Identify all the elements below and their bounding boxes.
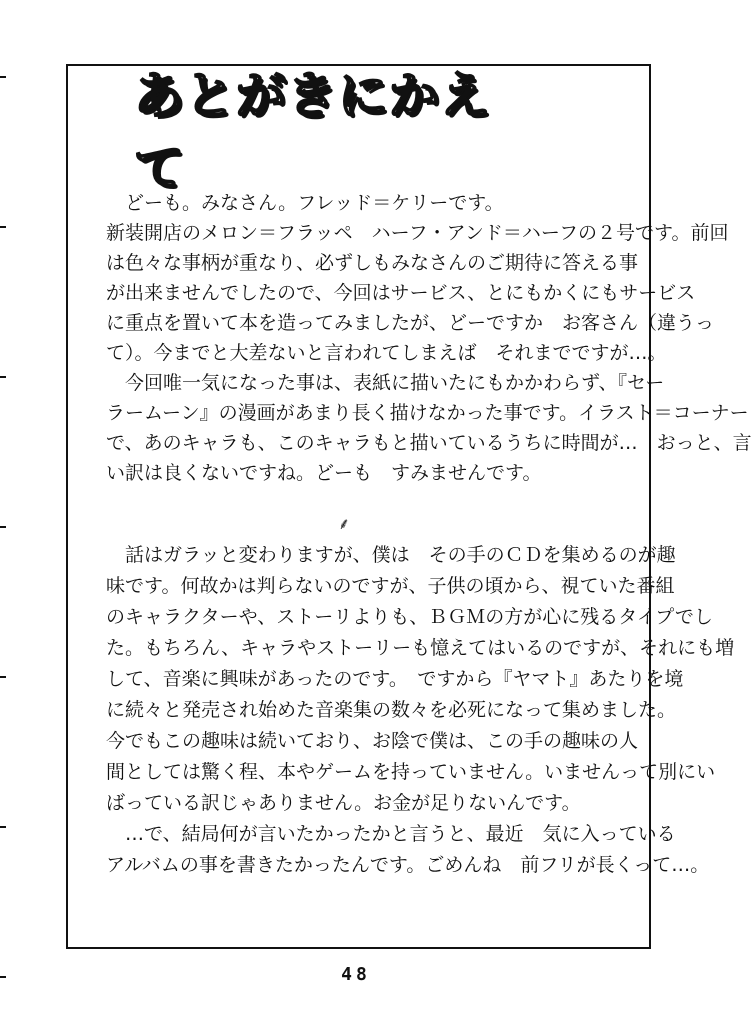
text-line: アルバムの事を書きたかったんです。ごめんね 前フリが長くって…。 — [106, 854, 710, 876]
paragraph-2 — [106, 540, 735, 881]
page-number: 48 — [341, 964, 371, 985]
text-line: で、あのキャラも、このキャラもと描いているうちに時間が… おっと、言 — [106, 432, 752, 454]
text-line: どーも。みなさん。フレッド＝ケリーです。 — [106, 192, 504, 214]
text-line: て）。今までと大差ないと言われてしまえば それまでですが…。 — [106, 342, 667, 364]
text-line: …で、結局何が言いたかったかと言うと、最近 気に入っている — [106, 823, 676, 845]
text-line: ばっている訳じゃありません。お金が足りないんです。 — [106, 792, 581, 814]
text-line: 新装開店のメロン＝フラッペ ハーフ・アンド＝ハーフの２号です。前回 — [106, 222, 729, 244]
margin-mark — [0, 976, 6, 978]
text-line: 味です。何故かは判らないのですが、子供の頃から、視ていた番組 — [106, 575, 675, 597]
text-line: して、音楽に興味があったのです。 ですから『ヤマト』あたりを境 — [106, 668, 684, 690]
text-line: い訳は良くないですね。どーも すみませんです。 — [106, 462, 542, 484]
text-line: が出来ませんでしたので、今回はサービス、とにもかくにもサービス — [106, 282, 696, 304]
margin-mark — [0, 526, 6, 528]
margin-mark — [0, 826, 6, 828]
text-line: に続々と発売され始めた音楽集の数々を必死になって集めました。 — [106, 699, 677, 721]
margin-mark — [0, 376, 6, 378]
text-line: 話はガラッと変わりますが、僕は その手のＣＤを集めるのが趣 — [106, 544, 676, 566]
text-line: 今でもこの趣味は続いており、お陰で僕は、この手の趣味の人 — [106, 730, 639, 752]
text-line: に重点を置いて本を造ってみましたが、どーですか お客さん（違うっ — [106, 312, 715, 334]
text-line: た。もちろん、キャラやストーリーも憶えてはいるのですが、それにも増 — [106, 637, 735, 659]
page-title: あとがきにかえて — [134, 67, 491, 197]
margin-mark — [0, 676, 6, 678]
section-divider-icon: ⸙ — [337, 514, 350, 533]
text-line: のキャラクターや、ストーリよりも、ＢＧＭの方が心に残るタイプでし — [106, 606, 713, 628]
text-line: 今回唯一気になった事は、表紙に描いたにもかかわらず、『セー — [106, 372, 665, 394]
text-line: ラームーン』の漫画があまり長く描けなかった事です。イラスト＝コーナー — [106, 402, 749, 424]
paragraph-1 — [106, 188, 752, 488]
margin-mark — [0, 76, 6, 78]
text-line: 間としては驚く程、本やゲームを持っていません。いませんって別にい — [106, 761, 716, 783]
margin-mark — [0, 226, 6, 228]
text-line: は色々な事柄が重なり、必ずしもみなさんのご期待に答える事 — [106, 252, 639, 274]
